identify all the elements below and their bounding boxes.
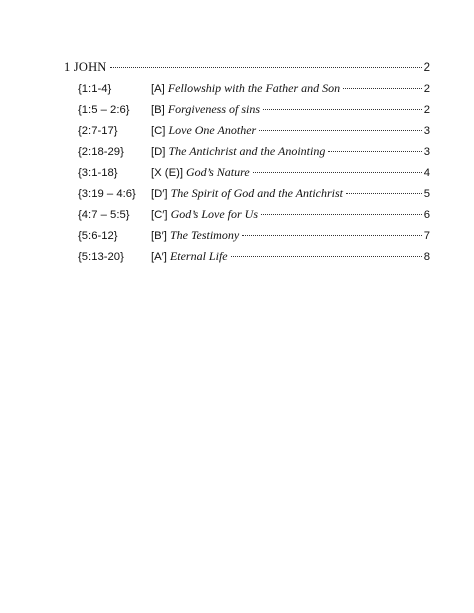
- dot-leader: [231, 256, 422, 257]
- toc-book-row[interactable]: [64, 60, 430, 79]
- toc-entry-page-number: 3: [423, 125, 430, 137]
- toc-entry-title: The Spirit of God and the Antichrist: [170, 186, 344, 200]
- toc-entry-label: [A′]: [151, 251, 167, 263]
- table-of-contents: [64, 60, 430, 270]
- toc-entry-reference: {1:1-4}: [78, 83, 112, 95]
- toc-entry-label: [D′]: [151, 188, 168, 200]
- toc-entry-label: [C′]: [151, 209, 168, 221]
- toc-entry-page-number: 4: [423, 167, 430, 179]
- toc-entry-page-number: 3: [423, 146, 430, 158]
- dot-leader: [346, 193, 422, 194]
- toc-entry-page-number: 6: [423, 209, 430, 221]
- toc-entry-row[interactable]: [64, 228, 430, 249]
- toc-entry-reference: {3:19 – 4:6}: [78, 188, 136, 200]
- toc-entry-label: [D]: [151, 146, 166, 158]
- dot-leader: [328, 151, 421, 152]
- dot-leader: [253, 172, 422, 173]
- toc-entry-label: [C]: [151, 125, 166, 137]
- toc-entry-page-number: 2: [423, 104, 430, 116]
- toc-entry-row[interactable]: [64, 144, 430, 165]
- toc-entry-page-number: 5: [423, 188, 430, 200]
- toc-entry-title: Fellowship with the Father and Son: [167, 81, 341, 95]
- toc-entry-page-number: 2: [423, 83, 430, 95]
- dot-leader: [261, 214, 422, 215]
- toc-entry-title: God’s Nature: [186, 165, 250, 179]
- toc-entry-title: The Antichrist and the Anointing: [168, 144, 326, 158]
- toc-entry-label: [A]: [151, 83, 165, 95]
- toc-entry-title: The Testimony: [169, 228, 240, 242]
- toc-entry-reference: {1:5 – 2:6}: [78, 104, 130, 116]
- toc-entry-label: [X (E)]: [151, 167, 184, 179]
- toc-entry-row[interactable]: [64, 102, 430, 123]
- toc-entry-reference: {2:18-29}: [78, 146, 124, 158]
- dot-leader: [242, 235, 422, 236]
- toc-entry-reference: {4:7 – 5:5}: [78, 209, 130, 221]
- toc-entry-label: [B]: [151, 104, 165, 116]
- toc-entry-reference: {3:1-18}: [78, 167, 118, 179]
- dot-leader: [263, 109, 422, 110]
- dot-leader: [110, 67, 422, 68]
- toc-entry-title: Love One Another: [168, 123, 257, 137]
- toc-entry-row[interactable]: [64, 207, 430, 228]
- toc-entry-row[interactable]: [64, 123, 430, 144]
- dot-leader: [343, 88, 422, 89]
- toc-entry-page-number: 8: [423, 251, 430, 263]
- toc-book-title: 1 JOHN: [64, 60, 107, 74]
- toc-book-page-number: 2: [423, 62, 430, 74]
- toc-entry-reference: {2:7-17}: [78, 125, 118, 137]
- toc-entry-row[interactable]: [64, 165, 430, 186]
- toc-entry-label: [B′]: [151, 230, 167, 242]
- toc-entry-title: Eternal Life: [169, 249, 228, 263]
- toc-entry-row[interactable]: [64, 81, 430, 102]
- dot-leader: [259, 130, 422, 131]
- toc-entry-title: Forgiveness of sins: [167, 102, 261, 116]
- toc-entry-reference: {5:6-12}: [78, 230, 118, 242]
- toc-entry-title: God’s Love for Us: [170, 207, 259, 221]
- toc-entry-reference: {5:13-20}: [78, 251, 124, 263]
- toc-entry-row[interactable]: [64, 186, 430, 207]
- toc-entry-page-number: 7: [423, 230, 430, 242]
- toc-entry-row[interactable]: [64, 249, 430, 270]
